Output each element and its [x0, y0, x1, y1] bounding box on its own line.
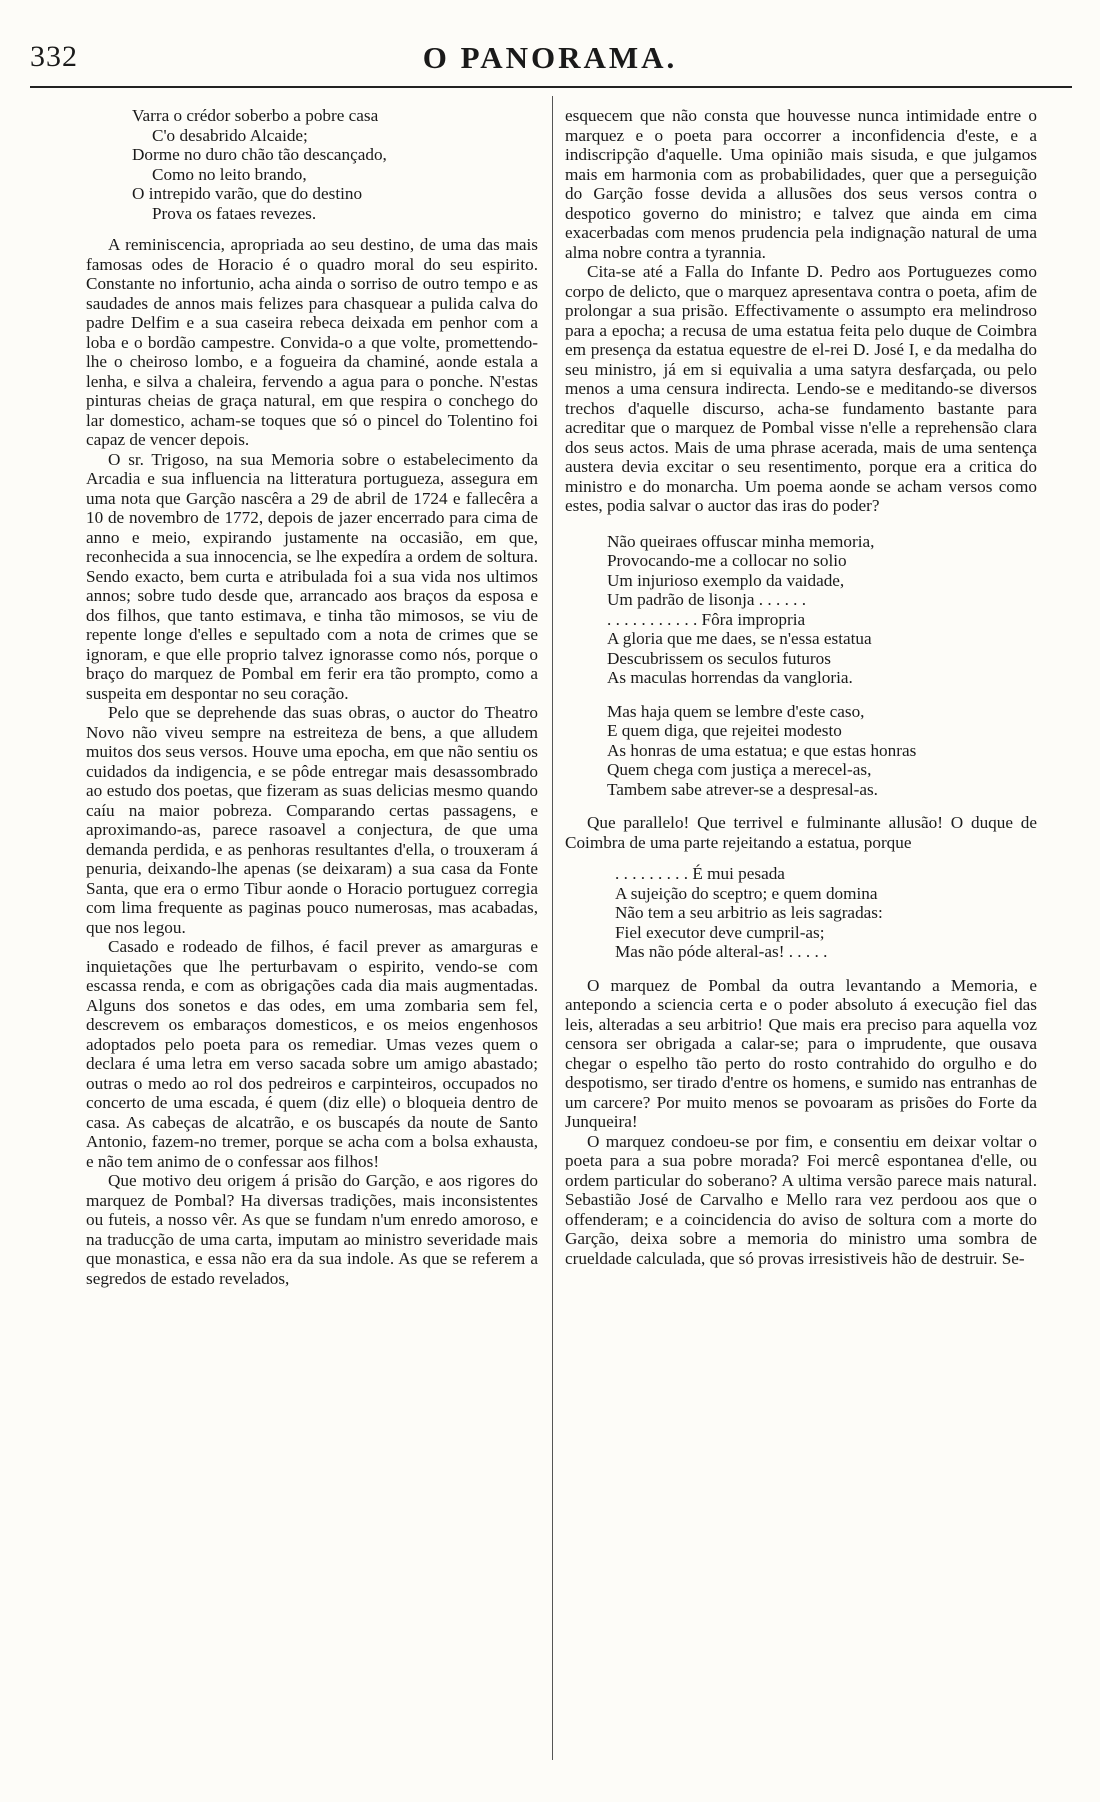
paragraph: Casado e rodeado de filhos, é facil prever as amarguras e inquietações que lhe perturbavam o espirito, vendo-se com escassa renda, e com as obrigações cada dia mais augmentadas. Alguns dos sonetos e das odes, em uma zombaria sem fel, descrevem os embaraços domesticos, e os meios engenhosos adoptados pelo poeta para os remediar. Umas vezes quem o declara é uma letra em verso sacada sobre um amigo abastado; outras o medo ao rol dos pedreiros e carpinteiros, occupados no concerto de uma escada, é quem (diz elle) o bloqueia dentro de casa. As cabeças de alcatrão, e os buscapés da noute de Santo Antonio, fazem-no tremer, porque se acha com a bolsa exhausta, e não tem animo de o confessar aos filhos! — [86, 937, 538, 1171]
verse-line: Mas haja quem se lembre d'este caso, — [607, 701, 865, 721]
falla-verse — [565, 532, 1037, 800]
paragraph: Que parallelo! Que terrivel e fulminante allusão! O duque de Coimbra de uma parte rejeitando a estatua, porque — [565, 813, 1037, 852]
column-divider — [552, 96, 553, 1760]
verse-line: Dorme no duro chão tão descançado, — [132, 145, 387, 164]
verse-line: . . . . . . . . . É mui pesada — [615, 864, 785, 883]
page-number: 332 — [30, 40, 78, 73]
sceptro-verse — [565, 864, 1037, 962]
paragraph: Pelo que se deprehende das suas obras, o auctor do Theatro Novo não viveu sempre na estreiteza de bens, a que alludem muitos dos seus versos. Houve uma epocha, em que não sentiu os cuidados da indigencia, e se pôde entregar mais desassombrado ao estudo dos poetas, que fizeram as suas delicias mesmo quando caíu na maior pobreza. Comparando certas passagens, e aproximando-as, parece rasoavel a conjectura, de que uma demanda perdida, e as penhoras resultantes d'ella, o trouxeram á penuria, deixando-lhe apenas (se deixaram) a sua casa da Fonte Santa, que era o ermo Tibur aonde o Horacio portuguez corregia com lima frequente as paginas pouco numerosas, mas acabadas, que nos legou. — [86, 703, 538, 937]
verse-line: C'o desabrido Alcaide; — [152, 125, 308, 145]
right-column — [565, 106, 1037, 1268]
verse-line: A gloria que me daes, se n'essa estatua — [607, 629, 872, 648]
verse-line: Como no leito brando, — [152, 164, 307, 184]
paragraph: Cita-se até a Falla do Infante D. Pedro aos Portuguezes como corpo de delicto, que o marquez apresentava contra o poeta, afim de prolongar a sua prisão. Effectivamente o assumpto era melindroso para a epocha; a recusa de uma estatua feita pelo duque de Coimbra em presença da estatua equestre de el-rei D. José I, e da medalha do seu ministro, já em si equivalia a uma satyra desfarçada, ou pelo menos a uma censura indirecta. Lendo-se e meditando-se diversos trechos d'aquelle discurso, acha-se fundamento bastante para acreditar que o marquez de Pombal visse n'elle a reprehensão clara dos seus actos. Mais de uma phrase acerada, mais de uma sentença austera devia excitar o seu resentimento, porque era a critica do ministro e do monarcha. Um poema aonde se acham versos como estes, podia salvar o auctor das iras do poder? — [565, 262, 1037, 515]
verse-line: Descubrissem os seculos futuros — [607, 648, 831, 668]
verse-line: O intrepido varão, que do destino — [132, 184, 363, 203]
verse-line: Um injurioso exemplo da vaidade, — [607, 570, 845, 590]
verse-line: Prova os fataes revezes. — [152, 203, 317, 223]
paragraph: O marquez de Pombal da outra levantando a Memoria, e antepondo a sciencia certa e o poder absoluto á execução fiel das leis, alteradas a seu arbitrio! Que mais era preciso para aquella voz censora ser obrigada a calar-se; para o imprudente, que ousava chegar o espelho tão perto do rosto contrahido do orgulho e do despotismo, ser tirado d'entre os homens, e sumido nas entranhas de um carcere? Por muito menos se povoaram as prisões do Forte da Junqueira! — [565, 975, 1037, 1131]
paragraph: Que motivo deu origem á prisão do Garção, e aos rigores do marquez de Pombal? Ha diversas tradições, mais inconsistentes ou futeis, a nosso vêr. As que se fundam n'um enredo amoroso, e na traducção de uma carta, imputam ao ministro severidade mais que monastica, e essa não era da sua indole. As que se referem a segredos de estado revelados, — [86, 1171, 538, 1288]
page-title: O PANORAMA. — [422, 40, 678, 75]
verse-line: Tambem sabe atrever-se a despresal-as. — [607, 779, 878, 799]
verse-line: . . . . . . . . . . . Fôra impropria — [607, 609, 806, 629]
verse-line: A sujeição do sceptro; e quem domina — [615, 883, 878, 903]
verse-line: Varra o crédor soberbo a pobre casa — [132, 106, 379, 125]
horace-verse — [86, 106, 538, 223]
verse-line: Um padrão de lisonja . . . . . . — [607, 590, 807, 609]
verse-line: Mas não póde alteral-as! . . . . . — [615, 942, 828, 961]
left-column — [86, 106, 538, 1288]
verse-line: As honras de uma estatua; e que estas honras — [607, 740, 917, 760]
paragraph: esquecem que não consta que houvesse nunca intimidade entre o marquez e o poeta para occorrer a inconfidencia d'este, e a indiscripção d'aquelle. Uma opinião mais sisuda, e que julgamos mais em harmonia com as probabilidades, quer que a perseguição do Garção fosse devida a allusões dos seus versos contra o despotico governo do ministro; e talvez que ainda em cima exacerbadas com menos prudencia pela indignação natural de uma alma nobre contra a tyrannia. — [565, 106, 1037, 262]
paragraph: A reminiscencia, apropriada ao seu destino, de uma das mais famosas odes de Horacio é o quadro moral do seu espirito. Constante no infortunio, acha ainda o sorriso de outro tempo e as saudades de annos mais felizes para chasquear a pulida calva do padre Delfim e a sua caseira rebeca deixada em penhor com a loba e o bordão campestre. Convida-o a que volte, promettendo-lhe o cheiroso lombo, e a fogueira da chaminé, aonde estala a lenha, e silva a chaleira, fervendo a agua para o ponche. N'estas pinturas cheias de graça natural, em que respira o conchego do lar domestico, acham-se toques que só o pincel do Tolentino foi capaz de vencer depois. — [86, 235, 538, 449]
paragraph: O sr. Trigoso, na sua Memoria sobre o estabelecimento da Arcadia e sua influencia na litteratura portugueza, assegura em uma nota que Garção nascêra a 29 de abril de 1724 e fallecêra a 10 de novembro de 1772, depois de jazer encerrado para cima de anno e meio, expirando justamente na occasião, em que, reconhecida a sua innocencia, se lhe expedíra a ordem de soltura. Sendo exacto, bem curta e atribulada foi a sua vida nos ultimos annos; sobre tudo desde que, arrancado aos braços da esposa e dos filhos, que tanto estimava, e tinha tão mimosos, se viu de repente longe d'elles e sepultado com a nota de crimes que se ignoram, e que elle proprio talvez ignorasse como nós, porque o braço do marquez de Pombal em ferir era tão prompto, como a suspeita em despontar no seu coração. — [86, 449, 538, 703]
verse-line: Fiel executor deve cumpril-as; — [615, 922, 825, 942]
verse-line: As maculas horrendas da vangloria. — [607, 668, 853, 687]
verse-line: Não queiraes offuscar minha memoria, — [607, 531, 875, 551]
paragraph: O marquez condoeu-se por fim, e consentiu em deixar voltar o poeta para a sua pobre morada? Foi mercê espontanea d'elle, ou ordem particular do soberano? A ultima versão parece mais natural. Sebastião José de Carvalho e Mello rara vez perdoou aos que o offenderam; e a coincidencia do aviso de soltura com a morte do Garção, deixa sobre a memoria do ministro uma sombra de crueldade calculada, que só provas irresistiveis hão de destruir. Se- — [565, 1131, 1037, 1268]
verse-line: Provocando-me a collocar no solio — [607, 551, 847, 570]
header-rule — [30, 86, 1072, 88]
verse-line: Não tem a seu arbitrio as leis sagradas: — [615, 903, 883, 922]
verse-line: Quem chega com justiça a merecel-as, — [607, 760, 872, 779]
verse-line: E quem diga, que rejeitei modesto — [607, 721, 842, 740]
